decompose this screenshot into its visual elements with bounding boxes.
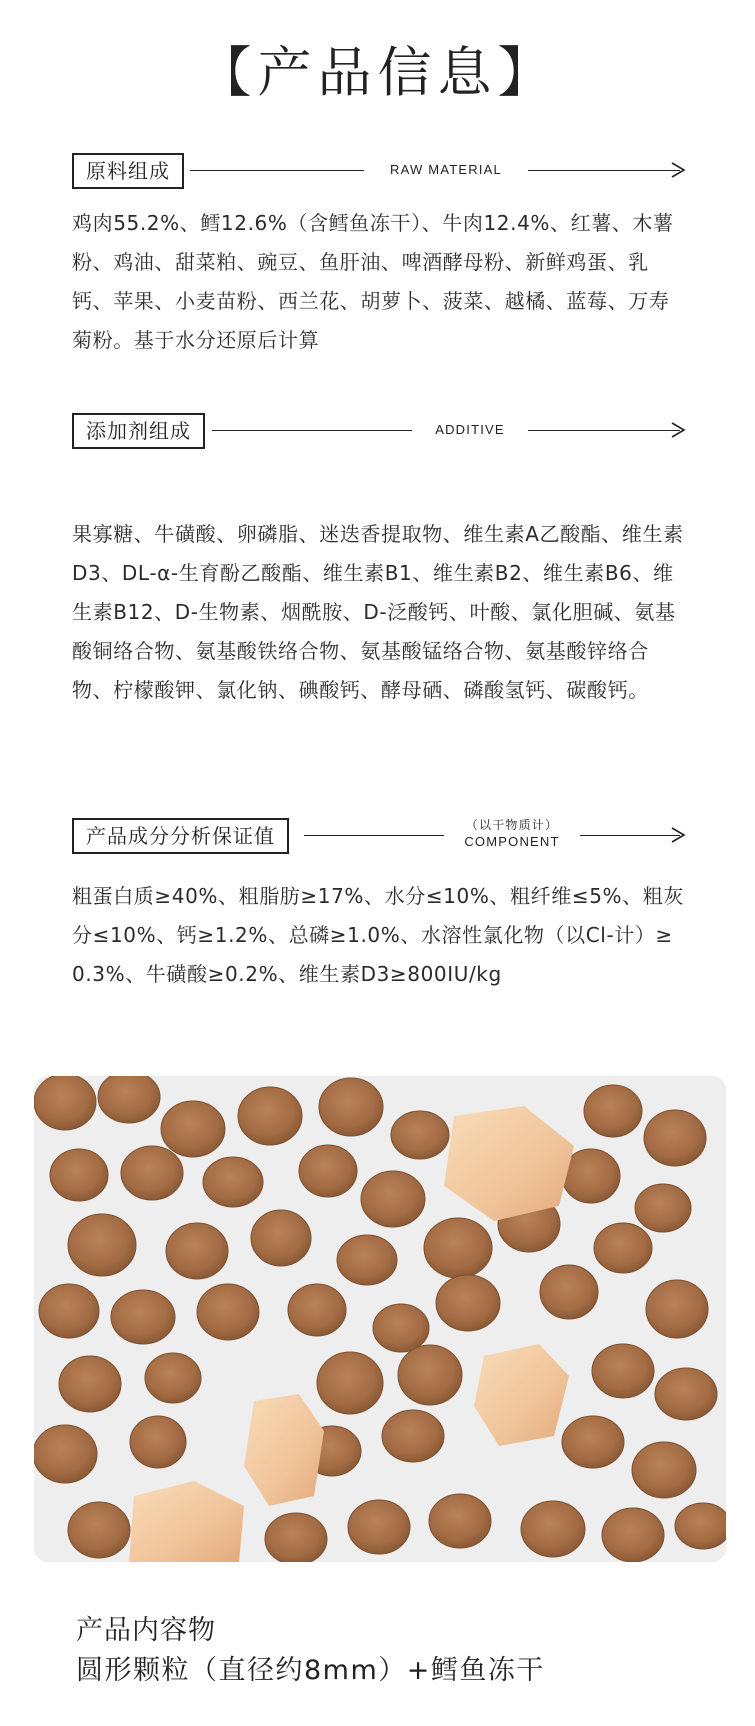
product-contents-value: 圆形颗粒（直径约8mm）+鳕鱼冻干: [76, 1655, 545, 1686]
kibble-piece: [130, 1416, 186, 1468]
arrow-right-icon: [670, 422, 686, 438]
additive-label: 添加剂组成: [72, 413, 205, 449]
kibble-piece: [121, 1146, 183, 1200]
kibble-piece: [635, 1184, 691, 1232]
header-arrow-line: [580, 835, 680, 836]
kibble-piece: [594, 1223, 652, 1273]
kibble-piece: [197, 1284, 259, 1340]
kibble-piece: [398, 1345, 462, 1405]
kibble-piece: [521, 1501, 585, 1557]
kibble-piece: [429, 1494, 491, 1548]
kibble-piece: [348, 1500, 410, 1554]
raw-material-header: [72, 153, 686, 187]
kibble-piece: [238, 1087, 302, 1145]
kibble-piece: [361, 1171, 425, 1227]
header-arrow-line: [528, 430, 680, 431]
additive-text: 果寡糖、牛磺酸、卵磷脂、迷迭香提取物、维生素A乙酸酯、维生素D3、DL-α-生育酚乙酸酯、维生素B1、维生素B2、维生素B6、维生素B12、D-生物素、烟酰胺、D-泛酸钙、叶酸、氯化胆碱、氨基酸铜络合物、氨基酸铁络合物、氨基酸锰络合物、氨基酸锌络合物、柠檬酸钾、氯化钠、碘酸钙、酵母硒、磷酸氢钙、碳酸钙。: [72, 522, 684, 702]
component-tag: COMPONENT: [464, 834, 560, 849]
kibble-piece: [655, 1368, 717, 1420]
kibble-piece: [299, 1145, 357, 1197]
component-text: 粗蛋白质≥40%、粗脂肪≥17%、水分≤10%、粗纤维≤5%、粗灰分≤10%、钙≥1.2%、总磷≥1.0%、水溶性氯化物（以Cl-计）≥0.3%、牛磺酸≥0.2%、维生素D3≥800IU/kg: [72, 884, 684, 986]
header-divider-line: [190, 170, 364, 171]
product-photo: [34, 1076, 726, 1562]
raw-material-tag: RAW MATERIAL: [390, 162, 502, 177]
kibble-piece: [288, 1284, 346, 1336]
component-label: 产品成分分析保证值: [72, 818, 289, 854]
additive-header: [72, 413, 686, 447]
kibble-piece: [644, 1110, 706, 1166]
kibble-piece: [166, 1223, 228, 1279]
kibble-piece: [34, 1425, 97, 1483]
component-header: [72, 818, 686, 852]
kibble-piece: [317, 1352, 383, 1414]
kibble-piece: [382, 1410, 444, 1462]
kibble-piece: [646, 1280, 708, 1338]
kibble-piece: [59, 1356, 121, 1412]
kibble-piece: [145, 1353, 201, 1403]
kibble-piece: [424, 1218, 492, 1278]
page-title: 【产品信息】: [197, 41, 558, 104]
kibble-piece: [373, 1304, 429, 1352]
arrow-right-icon: [670, 162, 686, 178]
kibble-piece: [436, 1275, 500, 1331]
kibble-piece: [39, 1284, 99, 1338]
header-divider-line: [304, 835, 444, 836]
kibble-piece: [540, 1265, 598, 1319]
kibble-piece: [602, 1508, 664, 1562]
kibble-piece: [592, 1344, 654, 1398]
kibble-piece: [391, 1111, 449, 1159]
kibble-piece: [68, 1502, 130, 1558]
kibble-piece: [675, 1503, 726, 1549]
header-arrow-line: [528, 170, 680, 171]
kibble-piece: [251, 1210, 311, 1266]
kibble-piece: [319, 1078, 383, 1136]
component-tag-note: （以干物质计）: [465, 818, 559, 832]
kibble-piece: [337, 1235, 397, 1285]
kibble-piece: [68, 1214, 136, 1276]
kibble-piece: [98, 1076, 160, 1123]
kibble-piece: [203, 1157, 263, 1207]
kibble-piece: [34, 1076, 96, 1130]
raw-material-label: 原料组成: [72, 153, 184, 189]
kibble-piece: [562, 1416, 624, 1468]
kibble-piece: [161, 1101, 225, 1157]
kibble-piece: [265, 1513, 327, 1562]
kibble-piece: [632, 1442, 696, 1498]
kibble-piece: [111, 1290, 175, 1344]
header-divider-line: [212, 430, 412, 431]
kibble-piece: [584, 1085, 642, 1137]
kibble-piece: [50, 1149, 108, 1201]
product-contents-title: 产品内容物: [76, 1615, 216, 1646]
arrow-right-icon: [670, 827, 686, 843]
raw-material-text: 鸡肉55.2%、鳕12.6%（含鳕鱼冻干）、牛肉12.4%、红薯、木薯粉、鸡油、甜菜粕、豌豆、鱼肝油、啤酒酵母粉、新鲜鸡蛋、乳钙、苹果、小麦苗粉、西兰花、胡萝卜、菠菜、越橘、蓝莓、万寿菊粉。基于水分还原后计算: [72, 211, 674, 352]
additive-tag: ADDITIVE: [435, 422, 505, 437]
kibble-photo-illustration: [34, 1076, 726, 1562]
